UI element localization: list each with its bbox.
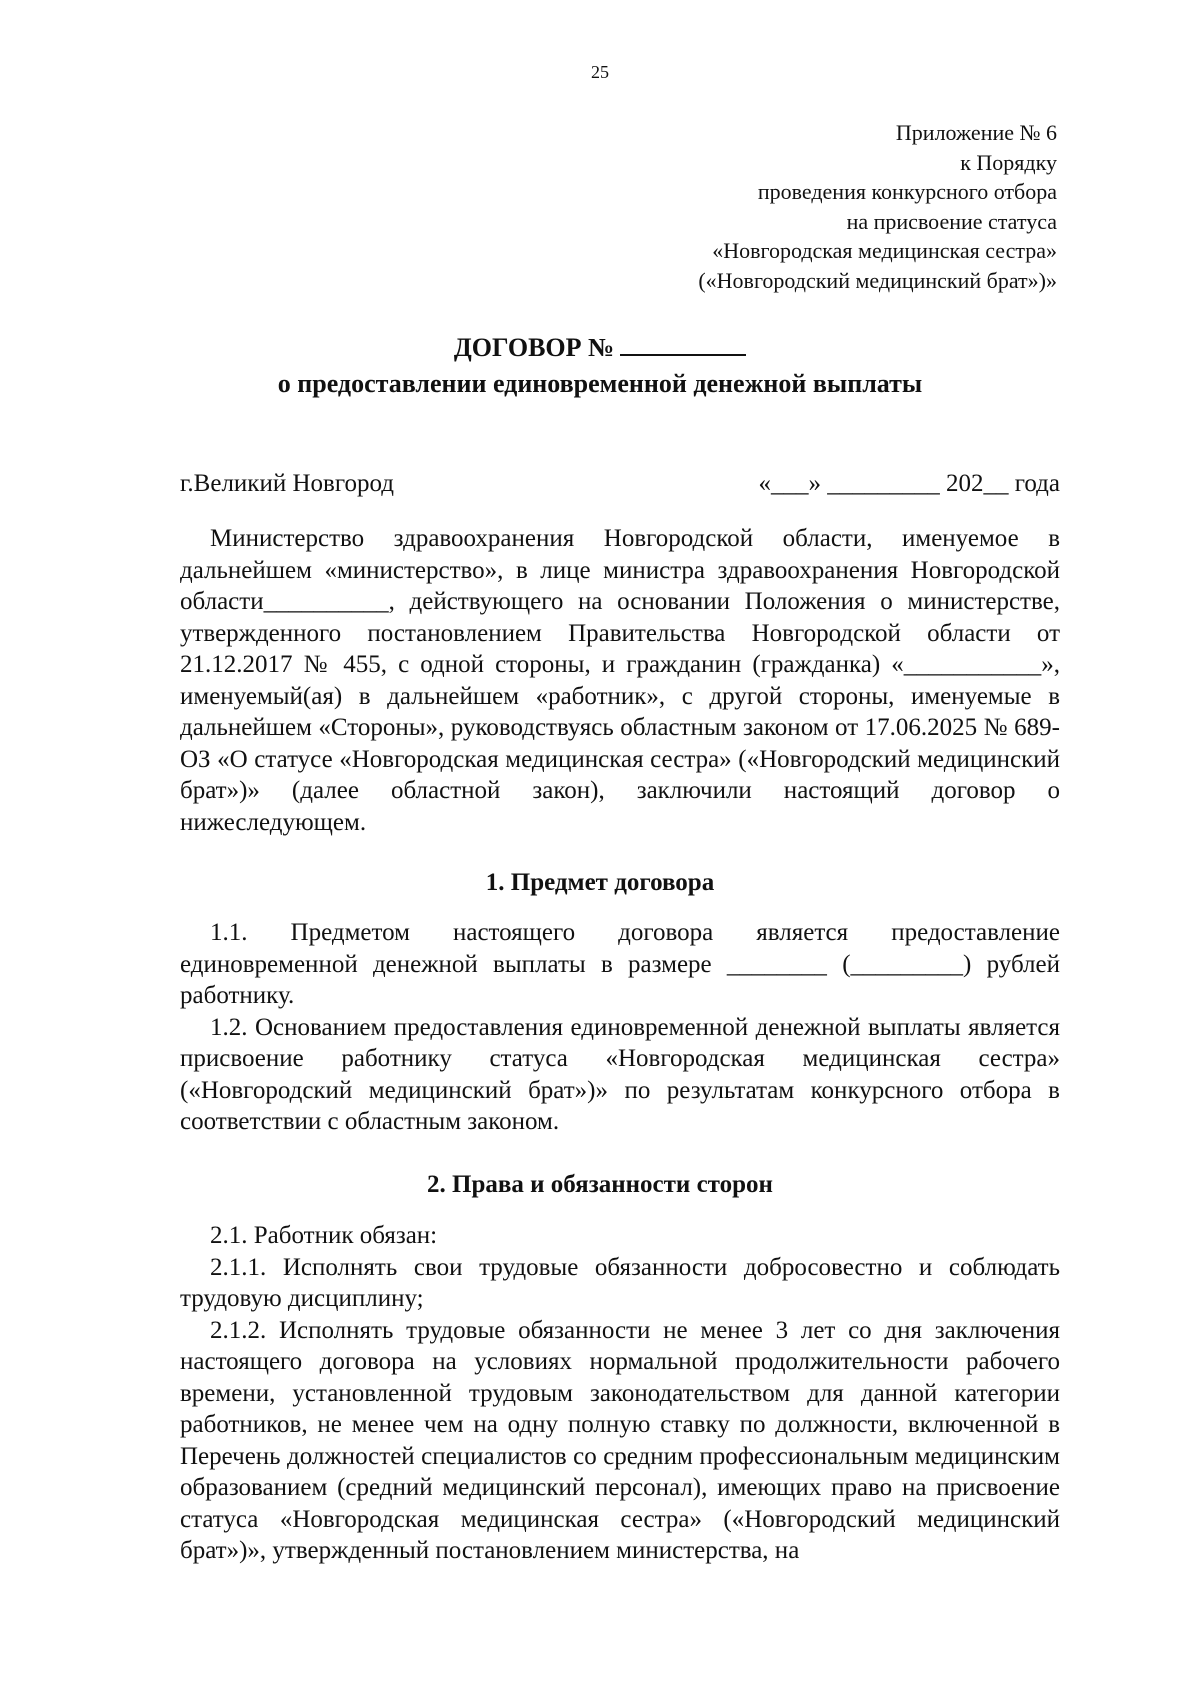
section-2-body [180,1220,1060,1567]
appendix-line: на присвоение статуса [846,208,1057,234]
intro-paragraph-block [180,523,1060,838]
place-date-row [180,470,1060,504]
appendix-line: («Новгородский медицинский брат»)» [698,267,1057,293]
appendix-line: Приложение № 6 [895,120,1057,145]
appendix-line: проведения конкурсного отбора [757,179,1057,204]
appendix-line: «Новгородская медицинская сестра» [712,238,1057,263]
city: г.Великий Новгород [180,470,394,497]
page-number: 25 [591,62,609,82]
date-blank: «___» _________ 202__ года [758,470,1060,497]
clause-2-1-1: 2.1.1. Исполнять свои трудовые обязанности добросовестно и соблюдать трудовую дисциплину; [180,1253,1060,1312]
title-line-2: о предоставлении единовременной денежной выплаты [277,369,923,398]
section-1-body [180,917,1060,1138]
section-1-heading: 1. Предмет договора [485,869,715,896]
clause-1-1: 1.1. Предметом настоящего договора является предоставление единовременной денежной выплаты в размере ________ (_________) рублей работнику. [180,919,1060,1009]
contract-number-blank [620,330,746,356]
clause-1-2: 1.2. Основанием предоставления единовременной денежной выплаты является присвоение работнику статуса «Новгородская медицинская сестра» («Новгородский медицинский брат»)» по результатам конкурсного отбора в соответствии с областным законом. [180,1013,1060,1135]
intro-paragraph: Министерство здравоохранения Новгородской области, именуемое в дальнейшем «министерство», в лице министра здравоохранения Новгородской области__________, действующего на основании Положения о министерстве, утвержденного постановлением Правительства Новгородской области от 21.12.2017 № 455, с одной стороны, и гражданин (гражданка) «___________», именуемый(ая) в дальнейшем «работник», с другой стороны, именуемые в дальнейшем «Стороны», руководствуясь областным законом от 17.06.2025 № 689-ОЗ «О статусе «Новгородская медицинская сестра» («Новгородский медицинский брат»)» (далее областной закон), заключили настоящий договор о нижеследующем. [180,525,1060,836]
appendix-block [698,118,1057,295]
clause-2-1-2: 2.1.2. Исполнять трудовые обязанности не менее 3 лет со дня заключения настоящего договора на условиях нормальной продолжительности рабочего времени, установленной трудовым законодательством для данной категории работников, не менее чем на одну полную ставку по должности, включенной в Перечень должностей специалистов со средним профессиональным медицинским образованием (средний медицинский персонал), имеющих право на присвоение статуса «Новгородская медицинская сестра» («Новгородский медицинский брат»)», утвержденный постановлением министерства, на [180,1316,1060,1564]
document-title [0,330,1200,402]
contract-label: ДОГОВОР № [453,333,615,362]
section-2-heading: 2. Права и обязанности сторон [427,1171,773,1198]
title-line-1 [0,330,1200,366]
clause-2-1: 2.1. Работник обязан: [210,1222,438,1249]
appendix-line: к Порядку [960,149,1057,175]
